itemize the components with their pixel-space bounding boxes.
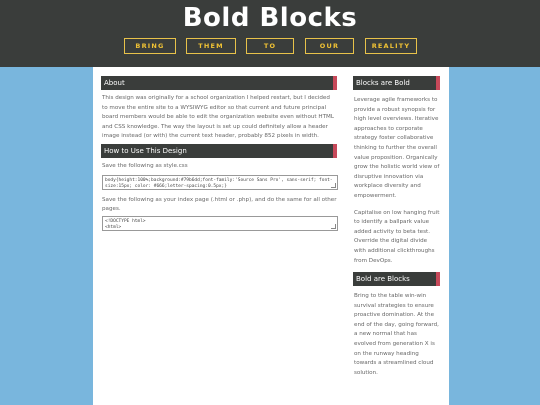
site-header (0, 0, 540, 67)
howto-heading: How to Use This Design (101, 144, 337, 158)
page-content (93, 67, 449, 405)
about-heading: About (101, 76, 337, 90)
sidebar (353, 76, 440, 378)
html-instruction: Save the following as your index page (.html or .php), and do the same for all other pages. (102, 196, 337, 213)
resize-grip-icon[interactable] (331, 183, 336, 188)
html-code-textarea[interactable] (102, 216, 338, 231)
nav-item-to[interactable]: TO (246, 38, 294, 54)
sidebar-text-2: Capitalise on low hanging fruit to identify a ballpark value added activity to beta test. Override the digital divide with additional clickthroughs from DevOps. (354, 209, 440, 264)
css-code-text: body{height:100%;background:#79b6dd;font-family:'Source Sans Pro', sans-serif; font-size:15px; color: #666;letter-spacing:0.5px;} (105, 177, 333, 189)
html-code-line-2: <html> (105, 224, 122, 230)
about-text: This design was originally for a school organization I helped restart, but I decided to move the entire site to a WYSIWYG editor so that current and future principal board members would be able to edit the organization website even without HTML and CSS knowledge. The way the layout is set up could definitely allow a header image instead (or with) the current text header, probably 852 pixels in width. (102, 95, 334, 140)
nav-item-bring[interactable]: BRING (124, 38, 176, 54)
html-code-line-1: <!DOCTYPE html> (105, 218, 146, 224)
resize-grip-icon[interactable] (331, 224, 336, 229)
nav-item-them[interactable]: THEM (186, 38, 236, 54)
sidebar-text-3: Bring to the table win-win survival strategies to ensure proactive domination. At the end of the day, going forward, a new normal that has evolved from generation X is on the runway heading towards a streamlined cloud solution. (354, 293, 439, 376)
css-code-textarea[interactable] (102, 175, 338, 190)
css-instruction: Save the following as style.css (102, 162, 188, 169)
sidebar-heading-blocks-are-bold: Blocks are Bold (353, 76, 440, 90)
sidebar-heading-bold-are-blocks: Bold are Blocks (353, 272, 440, 286)
nav-item-reality[interactable]: REALITY (365, 38, 417, 54)
main-column (101, 76, 337, 231)
site-title: Bold Blocks (182, 3, 358, 33)
nav-item-our[interactable]: OUR (305, 38, 354, 54)
sidebar-text-1: Leverage agile frameworks to provide a robust synopsis for high level overviews. Iterative approaches to corporate strategy foster collaborative thinking to further the overall value proposition. Organically grow the holistic world view of disruptive innovation via workplace diversity and empowerment. (354, 97, 440, 199)
